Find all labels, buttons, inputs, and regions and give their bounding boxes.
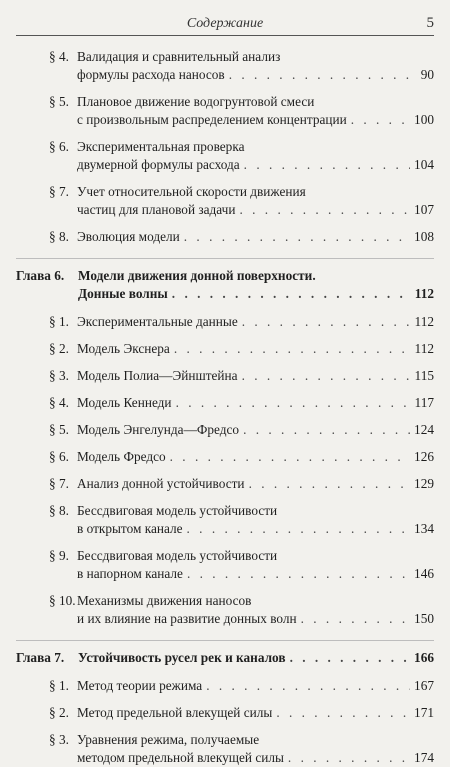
dot-leader: [240, 201, 411, 219]
toc-entry-title: Метод предельной влекущей силы: [77, 705, 273, 720]
dot-leader: [229, 66, 417, 84]
toc-page-number: 134: [414, 521, 434, 536]
header-title: Содержание: [186, 16, 264, 31]
toc-entry-title: Модель Кеннеди: [77, 395, 172, 410]
toc-entry-number: Глава 7.: [16, 650, 65, 665]
toc-entry-title: Модель Полиа—Эйнштейна: [77, 368, 238, 383]
toc-section[interactable]: [0, 421, 450, 439]
toc-entry-title: частиц для плановой задачи: [77, 202, 236, 217]
toc-entry-number: § 1.: [49, 314, 69, 329]
toc-section[interactable]: [0, 704, 450, 722]
dot-leader: [206, 677, 410, 695]
toc-entry-title: Валидация и сравнительный анализ: [77, 49, 281, 64]
toc-entry-number: § 10.: [49, 593, 76, 608]
toc-entry-title: Бессдвиговая модель устойчивости: [77, 548, 278, 563]
toc-entry-number: § 1.: [49, 678, 69, 693]
toc-entry-title: методом предельной влекущей силы: [77, 750, 284, 765]
dot-leader: [276, 704, 410, 722]
toc-section[interactable]: [0, 731, 450, 767]
toc-entry-number: § 6.: [49, 449, 69, 464]
toc-entry-number: § 4.: [49, 49, 69, 64]
toc-section[interactable]: [0, 313, 450, 331]
toc-entry-number: § 4.: [49, 395, 69, 410]
toc-section[interactable]: [0, 394, 450, 412]
toc-entry-title: Экспериментальные данные: [77, 314, 238, 329]
toc-section[interactable]: [0, 228, 450, 246]
dot-leader: [184, 228, 410, 246]
toc-entry-title: с произвольным распределением концентрации: [77, 112, 347, 127]
dot-leader: [242, 367, 411, 385]
toc-entry-title: Учет относительной скорости движения: [77, 184, 306, 199]
toc-entry-title: формулы расхода наносов: [77, 67, 225, 82]
toc-entry-title: Модель Фредсо: [77, 449, 166, 464]
dot-leader: [170, 448, 410, 466]
dot-leader: [244, 156, 410, 174]
toc-entry-number: § 3.: [49, 732, 69, 747]
toc-page-number: 117: [414, 395, 434, 410]
toc-section[interactable]: [0, 93, 450, 129]
toc-entry-title: Анализ донной устойчивости: [77, 476, 245, 491]
toc-chapter[interactable]: [0, 649, 450, 667]
toc-page-number: 174: [414, 750, 434, 765]
toc-entry-title: Бессдвиговая модель устойчивости: [77, 503, 278, 518]
toc-entry-number: § 5.: [49, 422, 69, 437]
chapter-separator: [16, 258, 434, 259]
toc-page-number: 146: [414, 566, 434, 581]
toc-page-number: 166: [414, 650, 434, 665]
toc-entry-title: Донные волны: [78, 286, 168, 301]
toc-section[interactable]: [0, 547, 450, 583]
toc-section[interactable]: [0, 502, 450, 538]
toc-page-number: 112: [414, 341, 434, 356]
toc-entry-title: Метод теории режима: [77, 678, 203, 693]
toc-page-number: 112: [414, 314, 434, 329]
toc-page-number: 90: [420, 67, 434, 82]
toc-entry-number: § 8.: [49, 503, 69, 518]
toc-entry-title: Механизмы движения наносов: [77, 593, 252, 608]
toc-entry-number: § 8.: [49, 229, 69, 244]
toc-page-number: 126: [414, 449, 434, 464]
toc-entry-title: Эволюция модели: [77, 229, 180, 244]
toc-section[interactable]: [0, 677, 450, 695]
toc-page-number: 100: [414, 112, 434, 127]
toc-entry-number: § 9.: [49, 548, 69, 563]
toc-section[interactable]: [0, 367, 450, 385]
toc-section[interactable]: [0, 475, 450, 493]
toc-section[interactable]: [0, 592, 450, 628]
dot-leader: [288, 749, 410, 767]
toc-page-number: 124: [414, 422, 434, 437]
toc-page-number: 104: [414, 157, 434, 172]
toc-entry-title: двумерной формулы расхода: [77, 157, 240, 172]
toc-page-number: 150: [414, 611, 434, 626]
toc-section[interactable]: [0, 138, 450, 174]
toc-entry-title: Плановое движение водогрунтовой смеси: [77, 94, 315, 109]
toc-entry-title: Устойчивость русел рек и каналов: [78, 650, 286, 665]
toc-entry-number: § 5.: [49, 94, 69, 109]
dot-leader: [290, 649, 410, 667]
toc-entry-number: § 7.: [49, 476, 69, 491]
toc-entry-title: в напорном канале: [77, 566, 183, 581]
toc-entry-number: § 3.: [49, 368, 69, 383]
dot-leader: [176, 394, 411, 412]
page-number: 5: [426, 15, 434, 31]
dot-leader: [249, 475, 410, 493]
dot-leader: [301, 610, 410, 628]
dot-leader: [243, 421, 410, 439]
toc-section[interactable]: [0, 48, 450, 84]
toc-page-number: 108: [414, 229, 434, 244]
toc-entry-title: Уравнения режима, получаемые: [77, 732, 260, 747]
toc-entry-title: Модели движения донной поверхности.: [78, 268, 316, 283]
dot-leader: [242, 313, 411, 331]
toc-entry-number: § 2.: [49, 341, 69, 356]
toc-section[interactable]: [0, 183, 450, 219]
dot-leader: [172, 285, 411, 303]
dot-leader: [187, 520, 411, 538]
toc-section[interactable]: [0, 448, 450, 466]
toc-page-number: 167: [414, 678, 434, 693]
toc-page-number: 107: [414, 202, 434, 217]
toc-page-number: 171: [414, 705, 434, 720]
toc-section[interactable]: [0, 340, 450, 358]
toc-entry-title: Модель Энгелунда—Фредсо: [77, 422, 240, 437]
toc-entry-number: § 6.: [49, 139, 69, 154]
toc-entry-number: Глава 6.: [16, 268, 65, 283]
toc-entry-title: Экспериментальная проверка: [77, 139, 245, 154]
toc-entry-number: § 2.: [49, 705, 69, 720]
toc-entry-title: в открытом канале: [77, 521, 183, 536]
toc-chapter[interactable]: [0, 267, 450, 303]
toc-page-number: 115: [414, 368, 434, 383]
toc-entry-title: Модель Экснера: [77, 341, 170, 356]
toc-entry-number: § 7.: [49, 184, 69, 199]
toc-entry-title: и их влияние на развитие донных волн: [77, 611, 297, 626]
toc-page-number: 129: [414, 476, 434, 491]
dot-leader: [174, 340, 411, 358]
toc-page-number: 112: [414, 286, 434, 301]
dot-leader: [351, 111, 410, 129]
dot-leader: [187, 565, 410, 583]
chapter-separator: [16, 640, 434, 641]
